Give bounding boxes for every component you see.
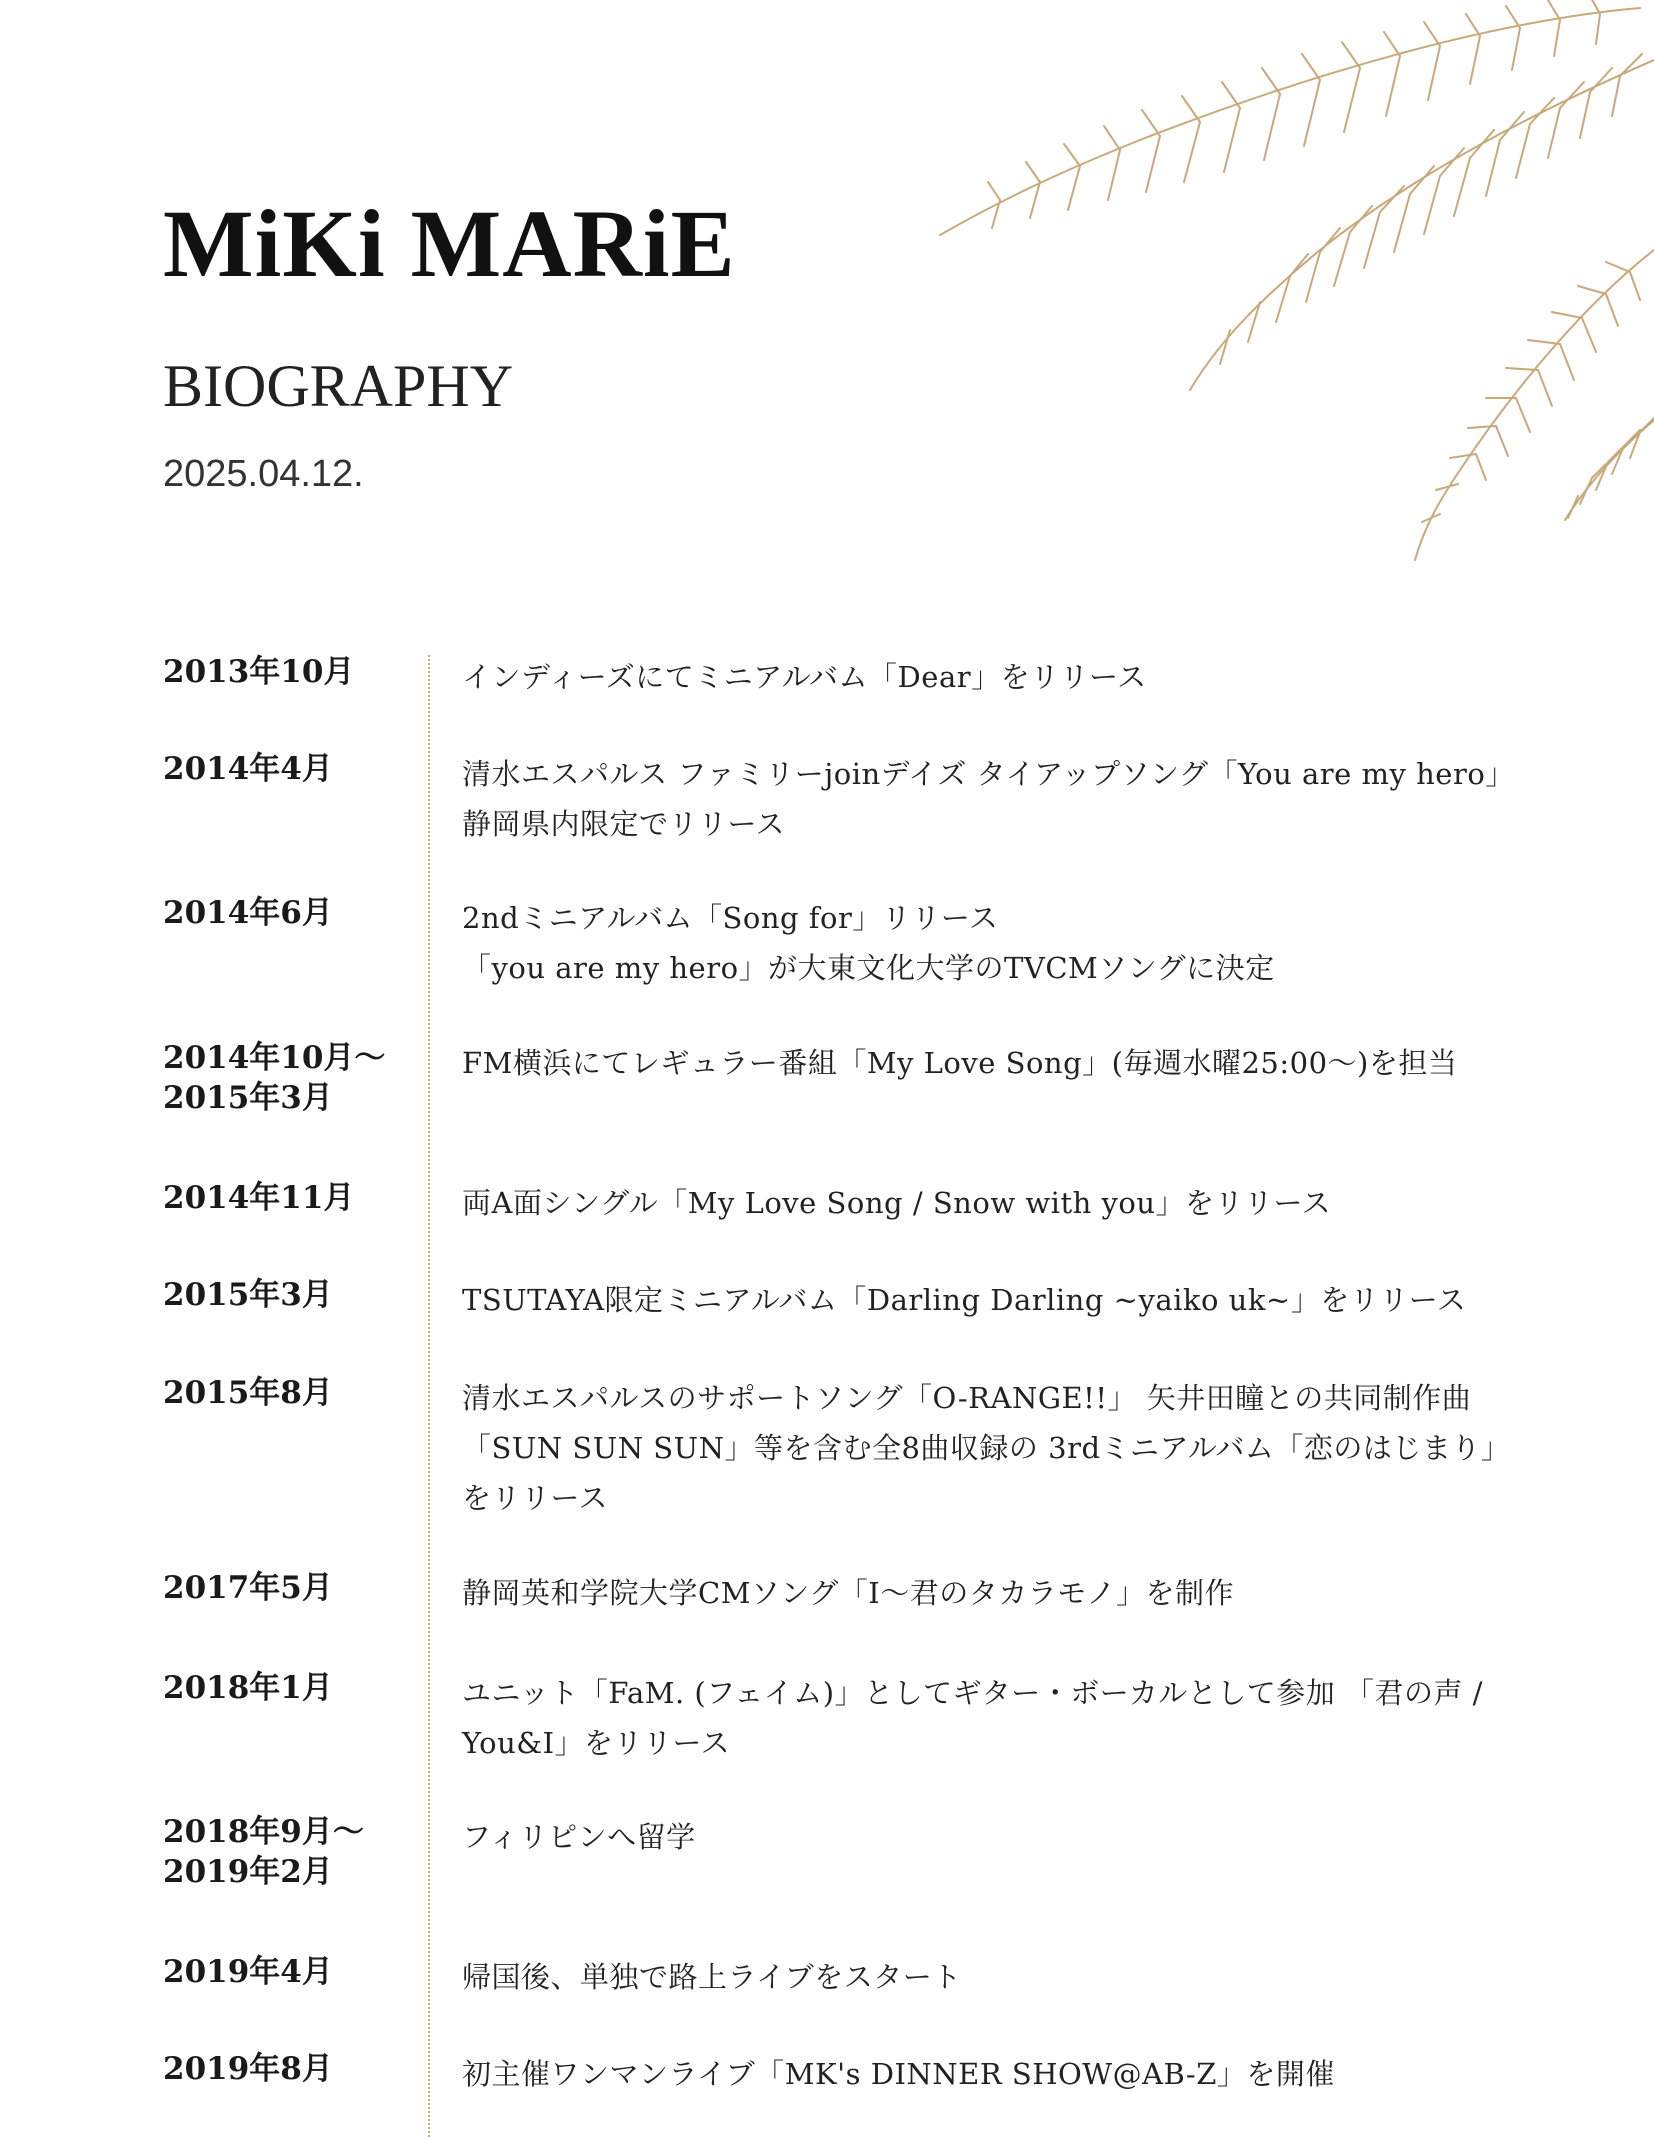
entry-year: 2015年8月 [163,1375,333,1411]
entry-line: 「you are my hero」が大東文化大学のTVCMソングに決定 [462,951,1275,985]
entry-description [462,1812,1522,1862]
entry-line: TSUTAYA限定ミニアルバム「Darling Darling ~yaiko uk~」をリリース [462,1283,1467,1317]
entry-year: 2014年6月 [163,895,333,931]
entry-line: FM横浜にてレギュラー番組「My Love Song」(毎週水曜25:00〜)を担当 [462,1046,1458,1080]
entry-line: フィリピンへ留学 [462,1820,696,1854]
entry-description [462,652,1522,702]
entry-line: 静岡県内限定でリリース [462,807,786,841]
entry-year: 2014年11月 [163,1180,355,1216]
entry-year [163,1038,423,1118]
entry-year-start: 2018年9月〜 [163,1814,364,1850]
entry-description [462,2049,1522,2099]
entry-description [462,1178,1522,1228]
entry-year: 2018年1月 [163,1670,333,1706]
entry-description [462,1038,1522,1088]
entry-year: 2019年4月 [163,1954,333,1990]
entry-line: 初主催ワンマンライブ「MK's DINNER SHOW@AB-Z」を開催 [462,2057,1335,2091]
entry-line: 「SUN SUN SUN」等を含む全8曲収録の 3rdミニアルバム「恋のはじまり」 [462,1431,1511,1465]
entry-description [462,1568,1522,1618]
timeline-divider [428,655,430,2137]
entry-year-end: 2015年3月 [163,1080,333,1116]
entry-line: You&I」をリリース [462,1726,731,1760]
artist-name: MiKi MARiE [163,190,736,297]
fern-leaf-icon [900,0,1654,580]
entry-year-end: 2019年2月 [163,1854,333,1890]
entry-line: 清水エスパルスのサポートソング「O-RANGE!!」 矢井田瞳との共同制作曲 [462,1381,1472,1415]
entry-line: ユニット「FaM. (フェイム)」としてギター・ボーカルとして参加 「君の声 / [462,1676,1483,1710]
entry-line: 2ndミニアルバム「Song for」リリース [462,901,999,935]
entry-line: 両A面シングル「My Love Song / Snow with you」をリリース [462,1186,1332,1220]
entry-year: 2014年4月 [163,751,333,787]
entry-description [462,893,1522,993]
entry-description [462,1952,1522,2002]
entry-description [462,1373,1522,1523]
entry-year: 2017年5月 [163,1570,333,1606]
entry-description [462,749,1522,849]
entry-line: をリリース [462,1481,609,1515]
entry-year-start: 2014年10月〜 [163,1040,386,1076]
entry-line: 帰国後、単独で路上ライブをスタート [462,1960,962,1994]
section-title: BIOGRAPHY [163,353,514,419]
entry-year: 2015年3月 [163,1277,333,1313]
entry-year: 2019年8月 [163,2051,333,2087]
document-date: 2025.04.12. [163,453,364,495]
entry-year [163,1812,423,1892]
entry-description [462,1668,1522,1768]
entry-line: 静岡英和学院大学CMソング「I〜君のタカラモノ」を制作 [462,1576,1234,1610]
entry-line: インディーズにてミニアルバム「Dear」をリリース [462,660,1147,694]
entry-line: 清水エスパルス ファミリーjoinデイズ タイアップソング「You are my hero」 [462,757,1515,791]
entry-year: 2013年10月 [163,654,355,690]
entry-description [462,1275,1522,1325]
